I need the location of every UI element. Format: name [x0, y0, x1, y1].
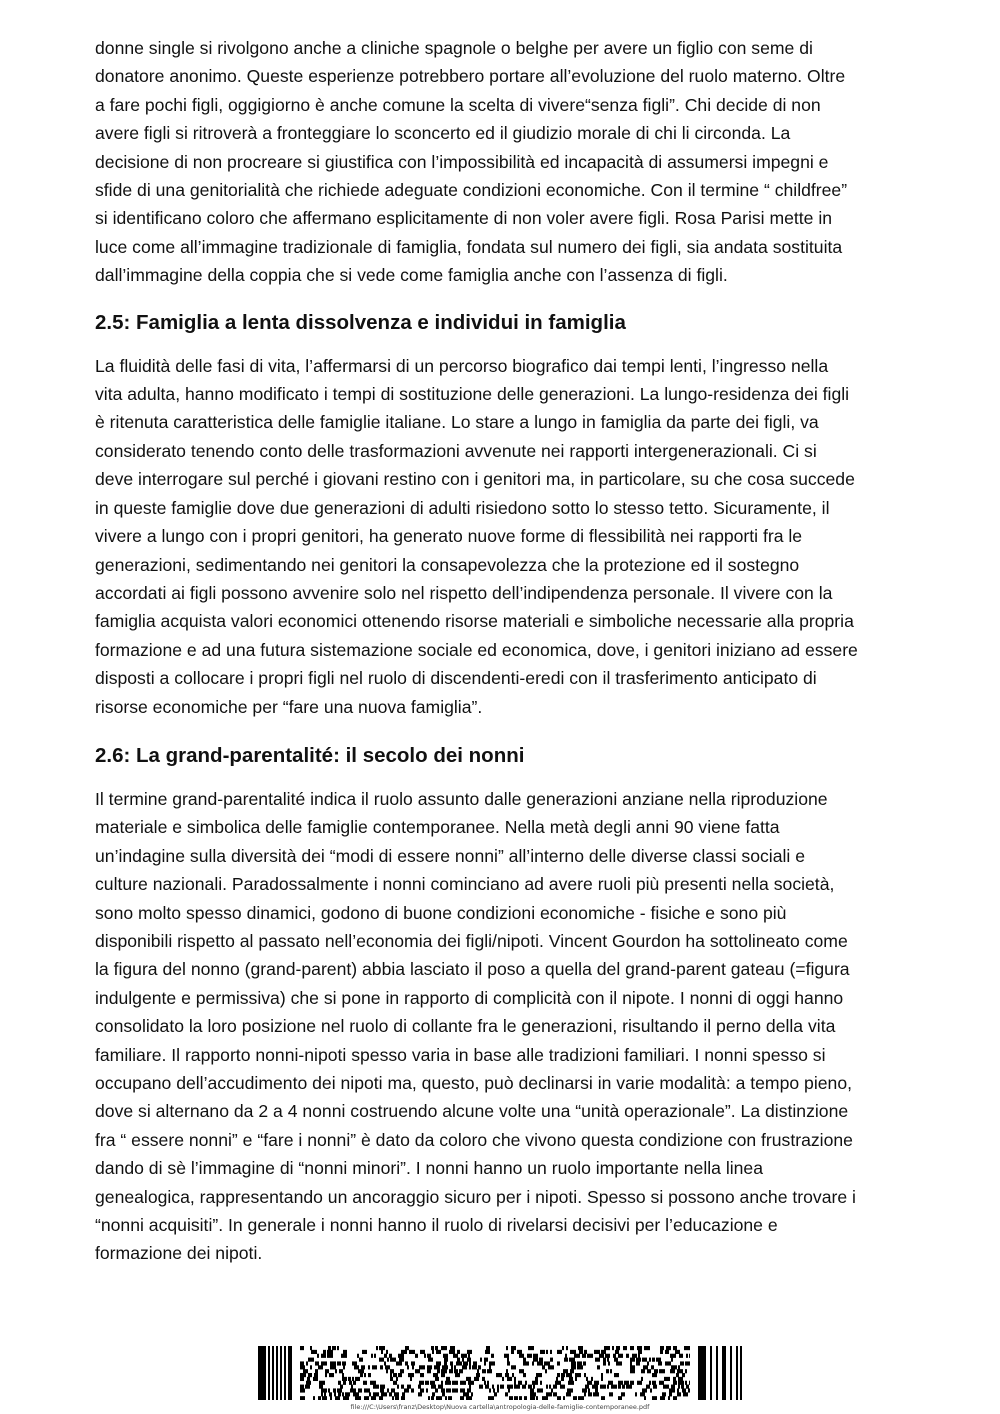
section-paragraph: Il termine grand-parentalité indica il ruolo assunto dalle generazioni anziane nella riproduzione materiale e simbolica delle famiglie contemporanee. Nella metà degli anni 90 viene fatta un’indagine sulla diversità dei “modi di essere nonni” all’interno delle diverse classi sociali e culture nazionali. Paradossalmente i nonni cominciano ad avere ruoli più presenti nella società, sono molto spesso dinamici, godono di buone condizioni economiche - fisiche e sono più disponibili rispetto al passato nell’economia dei figli/nipoti. Vincent Gourdon ha sottolineato come la figura del nonno (grand-parent) abbia lasciato il poso a quella del grand-parent gateau (=figura indulgente e permissiva) che si pone in rapporto di complicità con il nipote. I nonni di oggi hanno consolidato la loro posizione nel ruolo di collante fra le generazioni, risultando il perno della vita familiare. Il rapporto nonni-nipoti spesso varia in base alle tradizioni familiari. I nonni spesso si occupano dell’accudimento dei nipoti ma, questo, può declinarsi in varie modalità: a tempo pieno, dove si alternano da 2 a 4 nonni costruendo alcune volte una “unità operazionale”. La distinzione fra “ essere nonni” e “fare i nonni” è dato da coloro che vivono questa condizione con frustrazione dando di sè l’immagine di “nonni minori”. I nonni hanno un ruolo importante nella linea genealogica, rappresentando un ancoraggio sicuro per i nipoti. Spesso si possono anche trovare i “nonni acquisiti”. In generale i nonni hanno il ruolo di rivelarsi decisivi per l’educazione e formazione dei nipoti. [95, 788, 856, 1264]
file-path: file:///C:\Users\franz\Desktop\Nuova cartella\antropologia-delle-famiglie-contemporanee.pdf [350, 1403, 650, 1411]
document-page [95, 34, 907, 1288]
intro-paragraph: donne single si rivolgono anche a cliniche spagnole o belghe per avere un figlio con seme di donatore anonimo. Queste esperienze potrebbero portare all’evoluzione del ruolo materno. Oltre a fare pochi figli, oggigiorno è anche comune la scelta di vivere“senza figli”. Chi decide di non avere figli si ritroverà a fronteggiare lo sconcerto ed il giudizio morale di chi li circonda. La decisione di non procreare si giustifica con l’impossibilità ed incapacità di assumersi impegni e sfide di una genitorialità che richiede adeguate condizioni economiche. Con il termine “ childfree” si identificano coloro che affermano esplicitamente di non voler avere figli. Rosa Parisi mette in luce come all’immagine tradizionale di famiglia, fondata sul numero dei figli, sia andata sostituita dall’immagine della coppia che si vede come famiglia anche con l’assenza di figli. [95, 38, 848, 286]
section-2-6 [95, 741, 907, 1268]
barcode-icon [258, 1346, 742, 1400]
section-paragraph: La fluidità delle fasi di vita, l’affermarsi di un percorso biografico dai tempi lenti, l’ingresso nella vita adulta, hanno modificato i tempi di sostituzione delle generazioni. La lungo-residenza dei figli è ritenuta caratteristica delle famiglie italiane. Lo stare a lungo in famiglia da parte dei figli, va considerato tenendo conto delle trasformazioni avvenute nei rapporti intergenerazionali. Ci si deve interrogare sul perché i giovani restino con i genitori ma, in particolare, su che cosa succede in queste famiglie dove due generazioni di adulti risiedono sotto lo stesso tetto. Sicuramente, il vivere a lungo con i propri genitori, ha generato nuove forme di flessibilità nei rapporti fra le generazioni, sedimentando nei genitori la consapevolezza che la protezione ed il sostegno accordati ai figli possono avvenire solo nel rispetto dell’indipendenza personale. Il vivere con la famiglia acquista valori economici ottenendo risorse materiali e simboliche necessarie alla propria formazione e ad una futura sistemazione sociale ed economica, dove, i genitori iniziano ad essere disposti a collocare i propri figli nel ruolo di discendenti-eredi con il trasferimento anticipato di risorse economiche per “fare una nuova famiglia”. [95, 355, 858, 717]
section-heading: 2.6: La grand-parentalité: il secolo dei nonni [95, 743, 525, 767]
page-footer [0, 1346, 1000, 1405]
section-heading: 2.5: Famiglia a lenta dissolvenza e individui in famiglia [95, 310, 626, 334]
section-2-5 [95, 308, 907, 721]
